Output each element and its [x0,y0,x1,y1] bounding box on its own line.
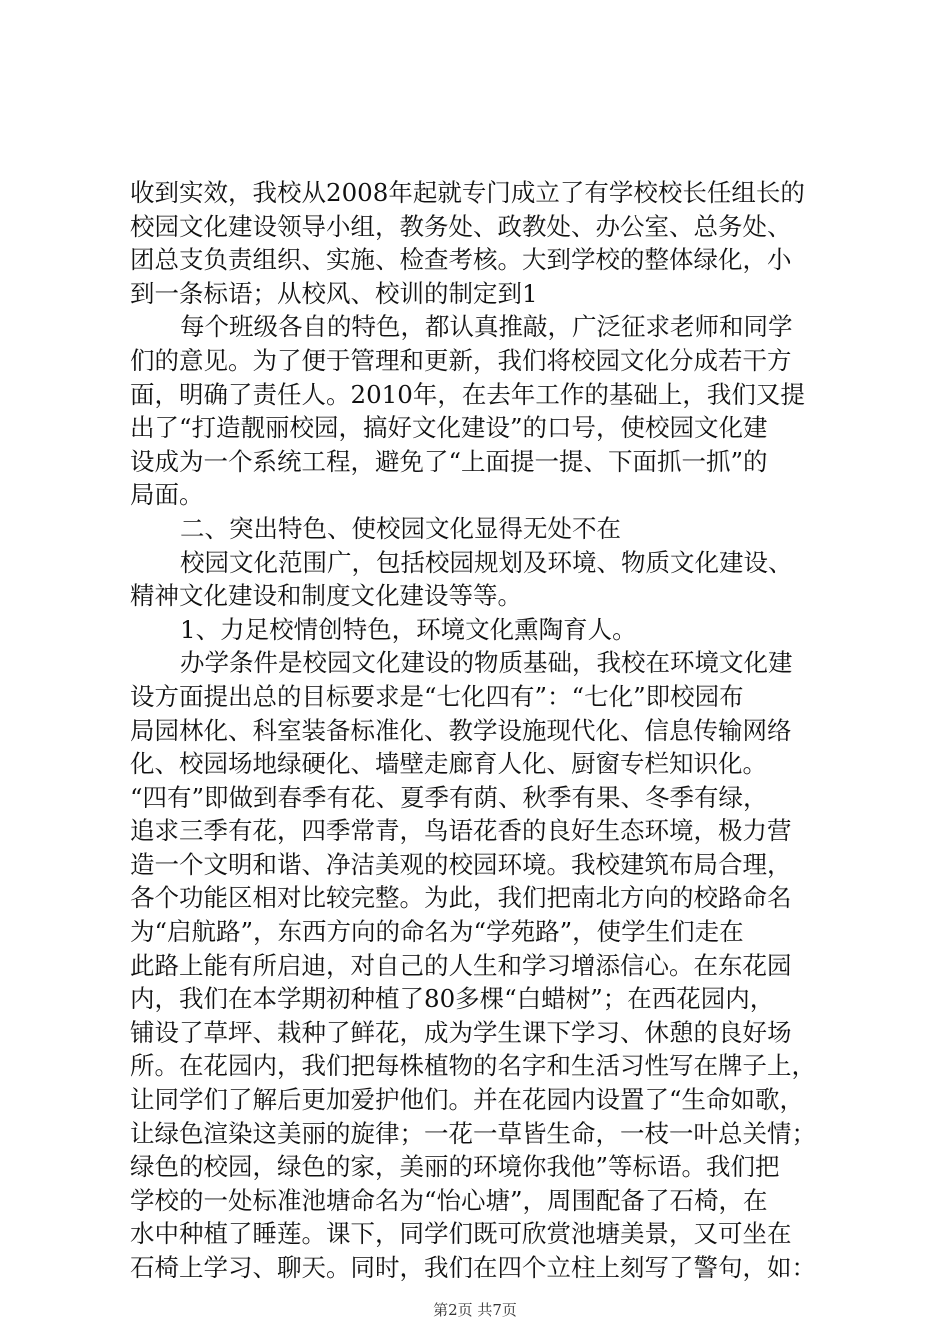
body-text [130,176,830,1285]
text-line: 学校的一处标准池塘命名为“怡心塘”，周围配备了石椅，在 [130,1185,768,1215]
text-line: 办学条件是校园文化建设的物质基础，我校在环境文化建 [180,648,793,678]
text-line: 内，我们在本学期初种植了80多棵“白蜡树”；在西花园内， [130,984,775,1014]
text-line: 设方面提出总的目标要求是“七化四有”：“七化”即校园布 [130,681,744,711]
text-line: 出了“打造靓丽校园，搞好文化建设”的口号，使校园文化建 [130,413,768,443]
text-line: 团总支负责组织、实施、检查考核。大到学校的整体绿化，小 [130,245,792,275]
text-line: 化、校园场地绿硬化、墙壁走廊育人化、厨窗专栏知识化。 [130,749,767,779]
text-line: 们的意见。为了便于管理和更新，我们将校园文化分成若干方 [130,345,792,375]
text-line: 绿色的校园，绿色的家，美丽的环境你我他”等标语。我们把 [130,1152,780,1182]
text-line: 校园文化范围广，包括校园规划及环境、物质文化建设、 [180,547,793,577]
text-line: 铺设了草坪、栽种了鲜花，成为学生课下学习、休憩的良好场 [130,1017,792,1047]
text-line: 局园林化、科室装备标准化、教学设施现代化、信息传输网络 [130,715,792,745]
text-line: 精神文化建设和制度文化建设等等。 [130,581,522,611]
text-line: 局面。 [130,480,204,510]
text-line: 石椅上学习、聊天。同时，我们在四个立柱上刻写了警句，如： [130,1253,816,1282]
text-line: “四有”即做到春季有花、夏季有荫、秋季有果、冬季有绿， [130,782,768,812]
text-line: 所。在花园内，我们把每株植物的名字和生活习性写在牌子上， [130,1051,816,1081]
text-line: 设成为一个系统工程，避免了“上面提一提、下面抓一抓”的 [130,446,768,476]
text-line: 让同学们了解后更加爱护他们。并在花园内设置了“生命如歌， [130,1085,805,1115]
text-line: 收到实效，我校从2008年起就专门成立了有学校校长任组长的 [130,178,805,207]
subsection-heading: 1、力足校情创特色，环境文化熏陶育人。 [180,614,637,644]
text-line: 各个功能区相对比较完整。为此，我们把南北方向的校路命名 [130,883,792,913]
text-line: 面，明确了责任人。2010年，在去年工作的基础上，我们又提 [130,379,805,409]
text-line: 到一条标语；从校风、校训的制定到1 [130,278,538,308]
text-line: 每个班级各自的特色，都认真推敲，广泛征求老师和同学 [180,312,793,342]
text-line: 此路上能有所启迪，对自己的人生和学习增添信心。在东花园 [130,950,792,980]
text-line: 造一个文明和谐、净洁美观的校园环境。我校建筑布局合理， [130,849,792,879]
section-heading: 二、突出特色、使校园文化显得无处不在 [180,513,621,543]
text-line: 校园文化建设领导小组，教务处、政教处、办公室、总务处、 [130,211,792,241]
text-line: 追求三季有花，四季常青，鸟语花香的良好生态环境，极力营 [130,816,792,846]
text-line: 水中种植了睡莲。课下，同学们既可欣赏池塘美景，又可坐在 [130,1219,792,1249]
text-line: 让绿色渲染这美丽的旋律；一花一草皆生命，一枝一叶总关情； [130,1118,816,1148]
text-line: 为“启航路”，东西方向的命名为“学苑路”，使学生们走在 [130,917,744,947]
page-number-label: 第2页 共7页 [433,1301,517,1319]
page-footer [0,1300,950,1320]
